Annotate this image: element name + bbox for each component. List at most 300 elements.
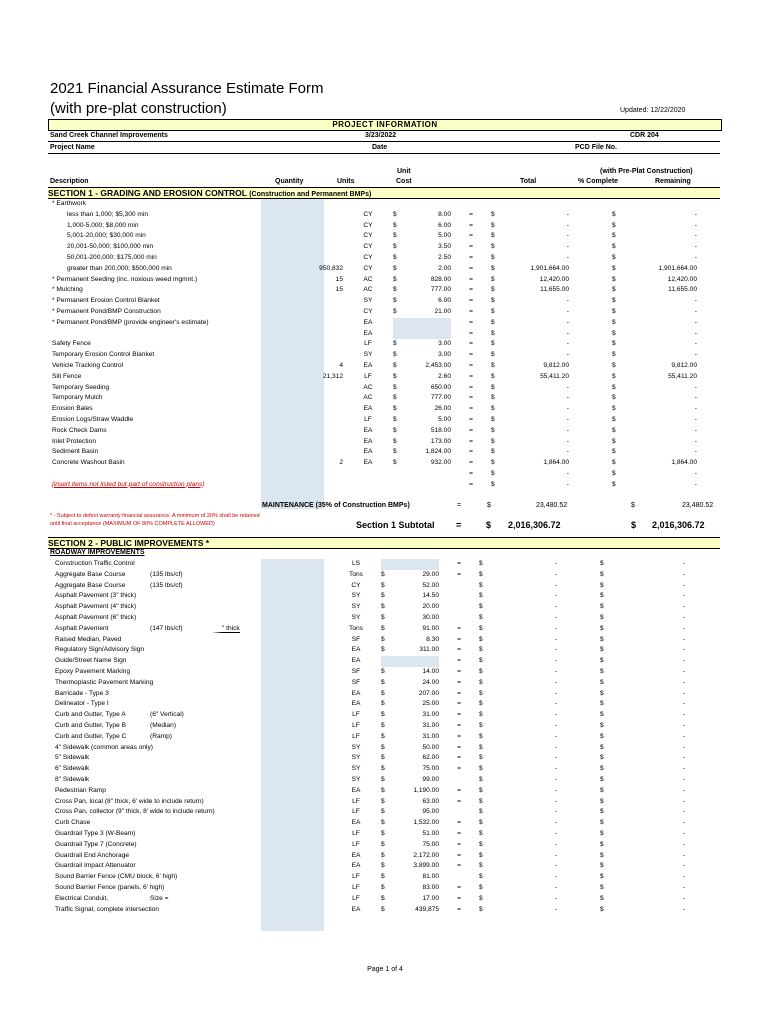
section-1-header xyxy=(48,187,720,199)
total-cell: - xyxy=(554,711,557,719)
remaining-cell: - xyxy=(682,592,685,600)
units-cell: CY xyxy=(363,264,373,272)
thickness-note: " thick xyxy=(212,625,240,633)
item-description xyxy=(48,883,268,894)
quantity-cell xyxy=(268,797,331,808)
units-cell: EA xyxy=(363,405,373,413)
total-cell: - xyxy=(566,480,569,488)
unit-cost-cell: 50.00 xyxy=(422,743,439,751)
quantity-cell xyxy=(280,350,343,361)
pct-complete-cell xyxy=(569,296,612,307)
quantity-cell xyxy=(280,469,343,480)
table-row: Sound Barrier Fence (panels, 6' high) LF $ 83.00 = $ - $ - xyxy=(48,883,685,894)
maintenance-label: MAINTENANCE (35% of Construction BMPs) xyxy=(262,502,410,509)
item-name: Barricade - Type 3 xyxy=(55,689,109,697)
total-cell: - xyxy=(554,646,557,654)
table-row: 50,001-200,000; $175,000 min CY $ 2.50 = $ - $ - xyxy=(48,253,697,264)
total-cell: - xyxy=(554,883,557,891)
table-row: * Permanent Erosion Control Blanket SY $ 6.00 = $ - $ - xyxy=(48,296,697,307)
item-description xyxy=(48,699,268,710)
quantity-cell xyxy=(268,905,331,916)
unit-cost-cell: 29.00 xyxy=(422,570,439,578)
table-row: Asphalt Pavement (3" thick) SY $ 14.50 $ - $ - xyxy=(48,591,685,602)
pct-complete-cell xyxy=(557,624,600,635)
units-cell: CY xyxy=(363,307,373,315)
item-description: Safety Fence xyxy=(52,340,91,348)
unit-cost-cell: 2,172.00 xyxy=(413,851,439,859)
item-description xyxy=(48,851,268,862)
units-cell: LF xyxy=(364,372,372,380)
unit-cost-cell: 3.00 xyxy=(438,340,451,348)
remaining-cell: - xyxy=(682,808,685,816)
quantity-cell xyxy=(280,318,343,329)
pct-complete-cell xyxy=(557,872,600,883)
total-cell: - xyxy=(566,297,569,305)
item-name: Guardrail End Anchorage xyxy=(55,851,130,859)
total-cell xyxy=(501,199,569,210)
table-row: Construction Traffic Control LS = $ - $ - xyxy=(48,559,685,570)
quantity-cell xyxy=(268,559,331,570)
item-note: (Ramp) xyxy=(150,732,172,740)
item-description xyxy=(48,591,268,602)
item-description xyxy=(48,775,268,786)
units-cell: LF xyxy=(352,711,360,719)
table-row: Guardrail End Anchorage EA $ 2,172.00 = $ - $ - xyxy=(48,851,685,862)
unit-cost-cell: 439,875 xyxy=(415,905,439,913)
item-description xyxy=(48,743,268,754)
project-name-value: Sand Creek Channel Improvements xyxy=(50,132,168,139)
unit-cost-cell: 5.00 xyxy=(438,415,451,423)
total-cell: - xyxy=(554,689,557,697)
remaining-cell: - xyxy=(694,383,697,391)
quantity-cell: 15 xyxy=(335,286,343,294)
remaining-cell: - xyxy=(682,754,685,762)
units-cell: SY xyxy=(351,603,361,611)
item-description xyxy=(48,635,268,646)
unit-cost-cell: 75.00 xyxy=(422,765,439,773)
total-cell: - xyxy=(566,394,569,402)
remaining-cell: - xyxy=(694,426,697,434)
quantity-cell xyxy=(268,851,331,862)
item-description: [insert items not listed but part of construction plans] xyxy=(52,480,205,488)
remaining-cell: - xyxy=(682,775,685,783)
unit-cost-cell: 173.00 xyxy=(430,437,451,445)
pct-complete-cell xyxy=(569,199,612,210)
unit-cost-cell: 24.00 xyxy=(422,678,439,686)
item-description xyxy=(48,732,268,743)
quantity-cell xyxy=(280,447,343,458)
table-row: 8" Sidewalk SY $ 99.00 $ - $ - xyxy=(48,775,685,786)
pct-complete-cell xyxy=(557,645,600,656)
units-cell: EA xyxy=(363,318,373,326)
unit-cost-header-2: Cost xyxy=(396,178,412,185)
pct-complete-cell xyxy=(557,840,600,851)
units-cell: SY xyxy=(351,765,361,773)
total-cell: - xyxy=(566,340,569,348)
item-description xyxy=(48,786,268,797)
table-row: Pedestrian Ramp EA $ 1,190.00 = $ - $ - xyxy=(48,786,685,797)
units-cell: Tons xyxy=(349,570,363,578)
item-name: Epoxy Pavement Marking xyxy=(55,667,131,675)
pct-complete-cell xyxy=(557,570,600,581)
total-cell: - xyxy=(566,232,569,240)
table-row: 1,000-5,000; $8,000 min CY $ 6.00 = $ - $ - xyxy=(48,221,697,232)
units-cell: CY xyxy=(363,253,373,261)
table-row: Aggregate Base Course (135 lbs/cf) CY $ 52.00 $ - $ - xyxy=(48,581,685,592)
project-name-label: Project Name xyxy=(50,144,95,151)
table-row: Curb and Gutter, Type B (Median) LF $ 31.00 = $ - $ - xyxy=(48,721,685,732)
table-row: Silt Fence 21,312 LF $ 2.60 = $ 55,411.20 $ 55,411.20 xyxy=(48,372,697,383)
item-name: Cross Pan, collector (9" thick, 8' wide to include return) xyxy=(55,808,215,816)
quantity-cell xyxy=(280,393,343,404)
item-description xyxy=(48,905,268,916)
total-cell: - xyxy=(554,765,557,773)
units-cell: EA xyxy=(351,700,361,708)
unit-cost-cell: 52.00 xyxy=(422,581,439,589)
item-description: * Permanent Pond/BMP Construction xyxy=(52,307,161,315)
pct-complete-cell xyxy=(569,415,612,426)
units-cell: SY xyxy=(351,592,361,600)
item-description: Concrete Washout Basin xyxy=(52,459,125,467)
pct-complete-cell xyxy=(557,883,600,894)
unit-cost-cell: 777.00 xyxy=(430,394,451,402)
quantity-cell xyxy=(280,383,343,394)
units-cell: AC xyxy=(363,286,373,294)
pct-complete-cell xyxy=(569,447,612,458)
total-cell: - xyxy=(566,221,569,229)
remaining-cell: - xyxy=(694,405,697,413)
quantity-cell: 4 xyxy=(339,361,343,369)
units-cell: CY xyxy=(363,210,373,218)
remaining-cell: - xyxy=(694,253,697,261)
remaining-cell: - xyxy=(682,883,685,891)
item-description: * Earthwork xyxy=(52,200,87,207)
table-row: Aggregate Base Course (135 lbs/cf) Tons $ 29.00 = $ - $ - xyxy=(48,570,685,581)
remaining-cell: - xyxy=(694,351,697,359)
unit-cost-cell xyxy=(391,656,439,667)
table-row: 20,001-50,000; $100,000 min CY $ 3.50 = $ - $ - xyxy=(48,242,697,253)
units-cell xyxy=(343,469,393,480)
unit-cost-cell: 8.00 xyxy=(438,210,451,218)
table-row: Inlet Protection EA $ 173.00 = $ - $ - xyxy=(48,437,697,448)
total-cell: - xyxy=(554,743,557,751)
pct-complete-cell xyxy=(557,656,600,667)
remaining-cell: - xyxy=(694,329,697,337)
unit-cost-cell: 3,899.00 xyxy=(413,862,439,870)
table-row: greater than 200,000; $500,000 min 950,832 CY $ 2.00 = $ 1,901,664.00 $ 1,901,664.00 xyxy=(48,264,697,275)
total-cell: - xyxy=(554,700,557,708)
table-row: Concrete Washout Basin 2 EA $ 932.00 = $ 1,864.00 $ 1,864.00 xyxy=(48,458,697,469)
units-cell: LF xyxy=(352,721,360,729)
table-row: 5,001-20,000; $30,000 min CY $ 5.00 = $ - $ - xyxy=(48,231,697,242)
unit-cost-cell: 30.00 xyxy=(422,613,439,621)
project-info-banner: PROJECT INFORMATION xyxy=(48,119,722,131)
units-cell: LF xyxy=(352,894,360,902)
pct-complete-cell xyxy=(569,437,612,448)
units-cell: AC xyxy=(363,383,373,391)
table-row: Traffic Signal, complete intersection EA $ 439,875 = $ - $ - xyxy=(48,905,685,916)
quantity-cell xyxy=(268,753,331,764)
pct-complete-cell xyxy=(569,404,612,415)
remaining-cell: - xyxy=(682,646,685,654)
item-description xyxy=(48,645,268,656)
remaining-cell: - xyxy=(694,415,697,423)
unit-cost-cell: 207.00 xyxy=(418,689,439,697)
item-name: Curb and Gutter, Type C xyxy=(55,732,127,740)
remaining-cell: 9,812.00 xyxy=(671,361,697,369)
total-cell: - xyxy=(566,383,569,391)
item-name: Curb and Gutter, Type B xyxy=(55,721,126,729)
item-note: (Median) xyxy=(150,721,177,729)
unit-cost-cell: 1,190.00 xyxy=(413,786,439,794)
remaining-cell: - xyxy=(682,657,685,665)
pct-complete-cell xyxy=(557,797,600,808)
remaining-cell: 11,655.00 xyxy=(668,286,697,294)
units-cell: EA xyxy=(363,459,373,467)
remaining-cell: - xyxy=(682,905,685,913)
unit-cost-cell: 1,532.00 xyxy=(413,819,439,827)
remaining-cell: - xyxy=(682,786,685,794)
item-name: Sound Barrier Fence (CMU block, 6' high) xyxy=(55,873,178,881)
total-cell: - xyxy=(554,840,557,848)
table-row: Guardrail Type 3 (W-Beam) LF $ 51.00 = $ - $ - xyxy=(48,829,685,840)
pct-complete-cell xyxy=(557,818,600,829)
total-cell: - xyxy=(554,808,557,816)
units-cell: EA xyxy=(351,819,361,827)
unit-cost-cell: 932.00 xyxy=(430,459,451,467)
units-cell: CY xyxy=(363,221,373,229)
unit-cost-cell: 20.00 xyxy=(422,603,439,611)
quantity-cell: 15 xyxy=(335,275,343,283)
table-row: Thermoplastic Pavement Marking SF $ 24.00 = $ - $ - xyxy=(48,678,685,689)
total-cell: - xyxy=(554,862,557,870)
total-cell: 12,420.00 xyxy=(539,275,569,283)
item-name: Cross Pan, local (8" thick, 6' wide to include return) xyxy=(55,797,204,805)
item-description xyxy=(48,818,268,829)
item-description: 5,001-20,000; $30,000 min xyxy=(67,232,146,240)
units-cell: SY xyxy=(351,754,361,762)
pct-complete-cell xyxy=(569,253,612,264)
pct-complete-cell xyxy=(557,667,600,678)
item-name: Curb and Gutter, Type A xyxy=(55,711,126,719)
remaining-cell: - xyxy=(682,743,685,751)
quantity-cell xyxy=(268,818,331,829)
remaining-cell: - xyxy=(682,570,685,578)
remaining-cell: - xyxy=(682,603,685,611)
quantity-cell xyxy=(268,807,331,818)
item-note: (135 lbs/cf) xyxy=(150,570,183,578)
remaining-header: Remaining xyxy=(655,178,691,185)
unit-cost-cell: 5.00 xyxy=(438,232,451,240)
unit-cost-cell: 75.00 xyxy=(422,840,439,848)
item-name: Regulatory Sign/Advisory Sign xyxy=(55,646,145,654)
unit-cost-cell: 81.00 xyxy=(422,873,439,881)
total-cell: - xyxy=(566,448,569,456)
quantity-cell: 21,312 xyxy=(322,372,343,380)
pct-complete-header: % Complete xyxy=(578,178,619,185)
unit-cost-cell: 51.00 xyxy=(422,829,439,837)
unit-cost-cell: 62.00 xyxy=(422,754,439,762)
pct-complete-cell xyxy=(557,775,600,786)
remaining-cell: - xyxy=(694,394,697,402)
item-name: Pedestrian Ramp xyxy=(55,786,106,794)
total-cell: - xyxy=(554,775,557,783)
pct-complete-cell xyxy=(569,350,612,361)
total-cell: 11,655.00 xyxy=(540,286,569,294)
unit-cost-cell: 31.00 xyxy=(422,721,439,729)
item-description: Sediment Basin xyxy=(52,448,99,456)
remaining-cell: - xyxy=(682,581,685,589)
section-2-table xyxy=(48,559,685,915)
unit-cost-cell: 83.00 xyxy=(422,883,439,891)
section-1-subtotal-label: Section 1 Subtotal xyxy=(356,520,435,530)
pct-complete-cell xyxy=(557,678,600,689)
pct-complete-cell xyxy=(569,275,612,286)
total-cell: 55,411.20 xyxy=(540,372,569,380)
unit-cost-cell xyxy=(403,199,451,210)
remaining-cell: - xyxy=(682,873,685,881)
pct-complete-cell xyxy=(557,764,600,775)
remaining-cell: - xyxy=(682,765,685,773)
unit-cost-cell: 2.00 xyxy=(438,264,451,272)
quantity-cell xyxy=(268,732,331,743)
item-description xyxy=(48,559,268,570)
remaining-cell: - xyxy=(682,797,685,805)
remaining-cell: - xyxy=(682,862,685,870)
table-row: Asphalt Pavement (4" thick) SY $ 20.00 $ - $ - xyxy=(48,602,685,613)
pct-complete-cell xyxy=(557,581,600,592)
units-cell: EA xyxy=(363,329,373,337)
table-row: Curb Chase EA $ 1,532.00 = $ - $ - xyxy=(48,818,685,829)
unit-cost-cell: 2.60 xyxy=(438,372,451,380)
quantity-cell xyxy=(280,221,343,232)
item-description: Vehicle Tracking Control xyxy=(52,361,124,369)
quantity-cell xyxy=(280,415,343,426)
quantity-cell xyxy=(268,829,331,840)
pct-complete-cell xyxy=(557,894,600,905)
pct-complete-cell xyxy=(569,458,612,469)
units-cell: LF xyxy=(352,873,360,881)
total-cell: - xyxy=(554,873,557,881)
section-1-subtotal-remaining: 2,016,306.72 xyxy=(652,520,705,530)
pct-complete-cell xyxy=(569,372,612,383)
quantity-cell xyxy=(280,242,343,253)
table-row: Vehicle Tracking Control 4 EA $ 2,453.00 = $ 9,812.00 $ 9,812.00 xyxy=(48,361,697,372)
quantity-cell xyxy=(268,570,331,581)
units-cell: AC xyxy=(363,275,373,283)
remaining-cell: - xyxy=(694,340,697,348)
units-cell: LF xyxy=(364,415,372,423)
quantity-cell xyxy=(280,210,343,221)
units-cell: LF xyxy=(352,883,360,891)
maintenance-remaining: 23,480.52 xyxy=(682,502,714,509)
form-subtitle: (with pre-plat construction) xyxy=(50,100,227,117)
total-cell: - xyxy=(566,307,569,315)
table-row: Cross Pan, collector (9" thick, 8' wide to include return) LF $ 95.00 $ - $ - xyxy=(48,807,685,818)
date-label: Date xyxy=(372,144,388,151)
table-row: Guardrail Type 7 (Concrete) LF $ 75.00 = $ - $ - xyxy=(48,840,685,851)
pct-complete-cell xyxy=(569,383,612,394)
item-name: 6" Sidewalk xyxy=(55,765,90,773)
item-description: 20,001-50,000; $100,000 min xyxy=(67,243,154,251)
unit-cost-cell: 14.50 xyxy=(422,592,439,600)
item-description xyxy=(48,656,268,667)
item-description xyxy=(48,613,268,624)
table-row xyxy=(48,199,697,210)
item-name: Asphalt Pavement (6" thick) xyxy=(55,613,137,621)
remaining-cell: - xyxy=(694,469,697,477)
item-name: Asphalt Pavement xyxy=(55,624,109,632)
item-name: Raised Median, Paved xyxy=(55,635,122,643)
item-name: Aggregate Base Course xyxy=(55,581,126,589)
quantity-cell xyxy=(280,199,343,210)
item-description xyxy=(48,753,268,764)
table-row: Cross Pan, local (8" thick, 6' wide to include return) LF $ 63.00 = $ - $ - xyxy=(48,797,685,808)
item-name: Electrical Conduit, xyxy=(55,894,109,902)
quantity-cell xyxy=(280,404,343,415)
remaining-cell: - xyxy=(682,635,685,643)
units-cell: CY xyxy=(363,232,373,240)
total-cell: - xyxy=(554,851,557,859)
pct-complete-cell xyxy=(557,721,600,732)
quantity-cell xyxy=(268,656,331,667)
item-name: Guardrail Type 7 (Concrete) xyxy=(55,840,137,848)
table-row: Temporary Mulch AC $ 777.00 = $ - $ - xyxy=(48,393,697,404)
item-name: Construction Traffic Control xyxy=(55,560,135,567)
remaining-cell: 12,420.00 xyxy=(667,275,697,283)
item-description xyxy=(48,581,268,592)
total-cell: - xyxy=(566,351,569,359)
quantity-cell xyxy=(268,581,331,592)
pct-complete-cell xyxy=(569,318,612,329)
remaining-cell: - xyxy=(682,560,685,567)
item-description xyxy=(48,797,268,808)
quantity-cell xyxy=(268,624,331,635)
total-cell: - xyxy=(554,678,557,686)
quantity-cell: 950,832 xyxy=(319,264,343,272)
table-row: Temporary Seeding AC $ 650.00 = $ - $ - xyxy=(48,383,697,394)
units-cell: EA xyxy=(351,786,361,794)
pct-complete-cell xyxy=(557,591,600,602)
remaining-cell: - xyxy=(682,819,685,827)
item-description xyxy=(48,829,268,840)
total-cell: - xyxy=(566,405,569,413)
item-description xyxy=(48,624,268,635)
total-cell: 1,864.00 xyxy=(543,459,569,467)
total-cell: 9,812.00 xyxy=(543,361,569,369)
item-name: Aggregate Base Course xyxy=(55,570,126,578)
table-row: Safety Fence LF $ 3.00 = $ - $ - xyxy=(48,339,697,350)
quantity-cell xyxy=(280,480,343,491)
pct-complete-cell xyxy=(569,339,612,350)
unit-cost-cell: 17.00 xyxy=(422,894,439,902)
item-description: Temporary Mulch xyxy=(52,394,103,402)
unit-cost-cell: 777.00 xyxy=(430,286,451,294)
unit-cost-cell: 650.00 xyxy=(430,383,451,391)
total-header: Total xyxy=(520,178,537,185)
quantity-cell xyxy=(268,786,331,797)
item-note: (147 lbs/cf) xyxy=(150,624,183,632)
unit-cost-cell xyxy=(391,559,439,570)
pct-complete-cell xyxy=(569,221,612,232)
total-cell: - xyxy=(566,318,569,326)
quantity-cell xyxy=(268,635,331,646)
unit-cost-cell: 14.00 xyxy=(422,667,439,675)
item-description xyxy=(48,570,268,581)
unit-cost-cell: 2.50 xyxy=(438,253,451,261)
estimate-form-page: 2021 Financial Assurance Estimate Form (with pre-plat construction) Updated: 12/22/2020 PROJECT INFORMATION Sand Creek Channel Improvements 3/23/2022 CDR 204 Project Name Date PCD File No. Unit (with Pre-Plat Construction) Description Quantity Units Cost Total % Complete Remaining SECTION 1 - GRADING AND EROSION CONTROL (Construction and Permanent BMPs) * Earthwork less than 1,000; $5,300 min CY $ 8.00 = $ - $ - 1,000-5,000; $8,000 min CY $ 6.00 = $ - $ - 5,001-20,000; $30,000 min CY $ 5.00 = $ - $ - 20,001-50,000; $100,000 min CY $ 3.50 = $ - $ - 50,001-200,000; $175,000 min CY $ 2.50 = $ - $ - greater than 200,000; $500,000 min 950,832 CY $ 2.00 = $ 1,901,664.00 $ 1,901,664.00 * Permanent Seeding (inc. noxious weed mgmnt.) 15 AC $ 828.00 = $ 12,420.00 $ 12,420.00 * Mulching 15 AC $ 777.00 = $ 11,655.00 $ 11,655.00 * Permanent Erosion Control Blanket SY $ 6.00 = $ - $ - * Permanent Pond/BMP Construction CY $ 21.00 = $ - $ - * Permanent Pond/BMP (provide engineer's estimate) EA = $ - $ - EA = $ - $ - Safety Fence LF $ 3.00 = $ - $ - Temporary Erosion Control Blanket SY $ 3.00 = $ - $ - Vehicle Tracking Control 4 EA $ 2,453.00 = $ 9,812.00 $ 9,812.00 Silt Fence 21,312 LF $ 2.60 = $ 55,411.20 $ 55,411.20 Temporary Seeding AC $ 650.00 = $ - $ - Temporary Mulch AC $ 777.00 = $ - $ - Erosion Bales EA $ 26.00 = $ - $ - Erosion Logs/Straw Waddle LF $ 5.00 = $ - $ - Rock Check Dams EA $ 518.00 = $ - $ - Inlet Protection EA $ 173.00 = $ - $ - Sediment Basin EA $ 1,824.00 = $ - $ - Concrete Washout Basin 2 EA $ 932.00 = $ 1,864.00 $ 1,864.00 = $ - $ - [insert items not listed but part of construction plans] = $ - $ - MAINTENANCE (35% of Construction BMPs) = $ 23,480.52 $ 23,480.52 * - Subject to defect warranty financial assurance. A minimum of 20% shall be retained until final acceptance (MAXIMUM OF 80% COMPLETE ALLOWED) Section 1 Subtotal = $ 2,016,306.72 $ 2,016,306.72 SECTION 2 - PUBLIC IMPROVEMENTS * ROADWAY IMPROVEMENTS Construction Traffic Control LS = $ - $ - Aggregate Base Course (135 lbs/cf) Tons $ 29.00 = $ - $ - Aggregate Base Course (135 lbs/cf) CY $ 52.00 $ - $ - Asphalt Pavement (3" thick) SY $ 14.50 $ - $ - Asphalt Pavement (4" thick) SY $ 20.00 $ - $ - Asphalt Pavement (6" thick) SY $ 30.00 $ - $ - Asphalt Pavement (147 lbs/cf) " thick Tons $ 91.00 = $ - $ - Raised Median, Paved SF $ 8.30 = $ - $ - Regulatory Sign/Advisory Sign EA $ 311.00 = $ - $ - Guide/Street Name Sign EA = $ - $ - Epoxy Pavement Marking SF $ 14.00 = $ - $ - Thermoplastic Pavement Marking SF $ 24.00 = $ - $ - Barricade - Type 3 EA $ 207.00 = $ - $ - Delineator - Type I EA $ 25.00 = $ - $ - Curb and Gutter, Type A (6" Vertical) LF $ 31.00 = $ - $ - Curb and Gutter, Type B (Median) LF $ 31.00 = $ - $ - Curb and Gutter, Type C (Ramp) LF $ 31.00 = $ - $ - 4" Sidewalk (common areas only) SY $ 50.00 = $ - $ - 5" Sidewalk SY $ 62.00 = $ - $ - 6" Sidewalk SY $ 75.00 = $ - $ - 8" Sidewalk SY $ 99.00 $ - $ - Pedestrian Ramp EA $ 1,190.00 = $ - $ - Cross Pan, local (8" thick, 6' wide to include return) LF $ 63.00 = $ - $ - Cross Pan, collector (9" thick, 8' wide to include return) LF $ 95.00 $ - $ - Curb Chase EA $ 1,532.00 = $ - $ - Guardrail Type 3 (W-Beam) LF $ 51.00 = $ - $ - Guardrail Type 7 (Concrete) LF $ 75.00 = $ - $ - Guardrail End Anchorage EA $ 2,172.00 = $ - $ - Guardrail Impact Attenuator EA $ 3,899.00 = $ - $ - Sound Barrier Fence (CMU block, 6' high) LF $ 81.00 $ - $ - Sound Barrier Fence (panels, 6' high) LF $ 83.00 = $ - $ - Electrical Conduit, Size = LF $ 17.00 = $ - $ - Traffic Signal, complete intersection EA $ 439,875 = $ - $ - Page 1 of 4 xyxy=(0,0,770,1024)
quantity-cell xyxy=(268,667,331,678)
